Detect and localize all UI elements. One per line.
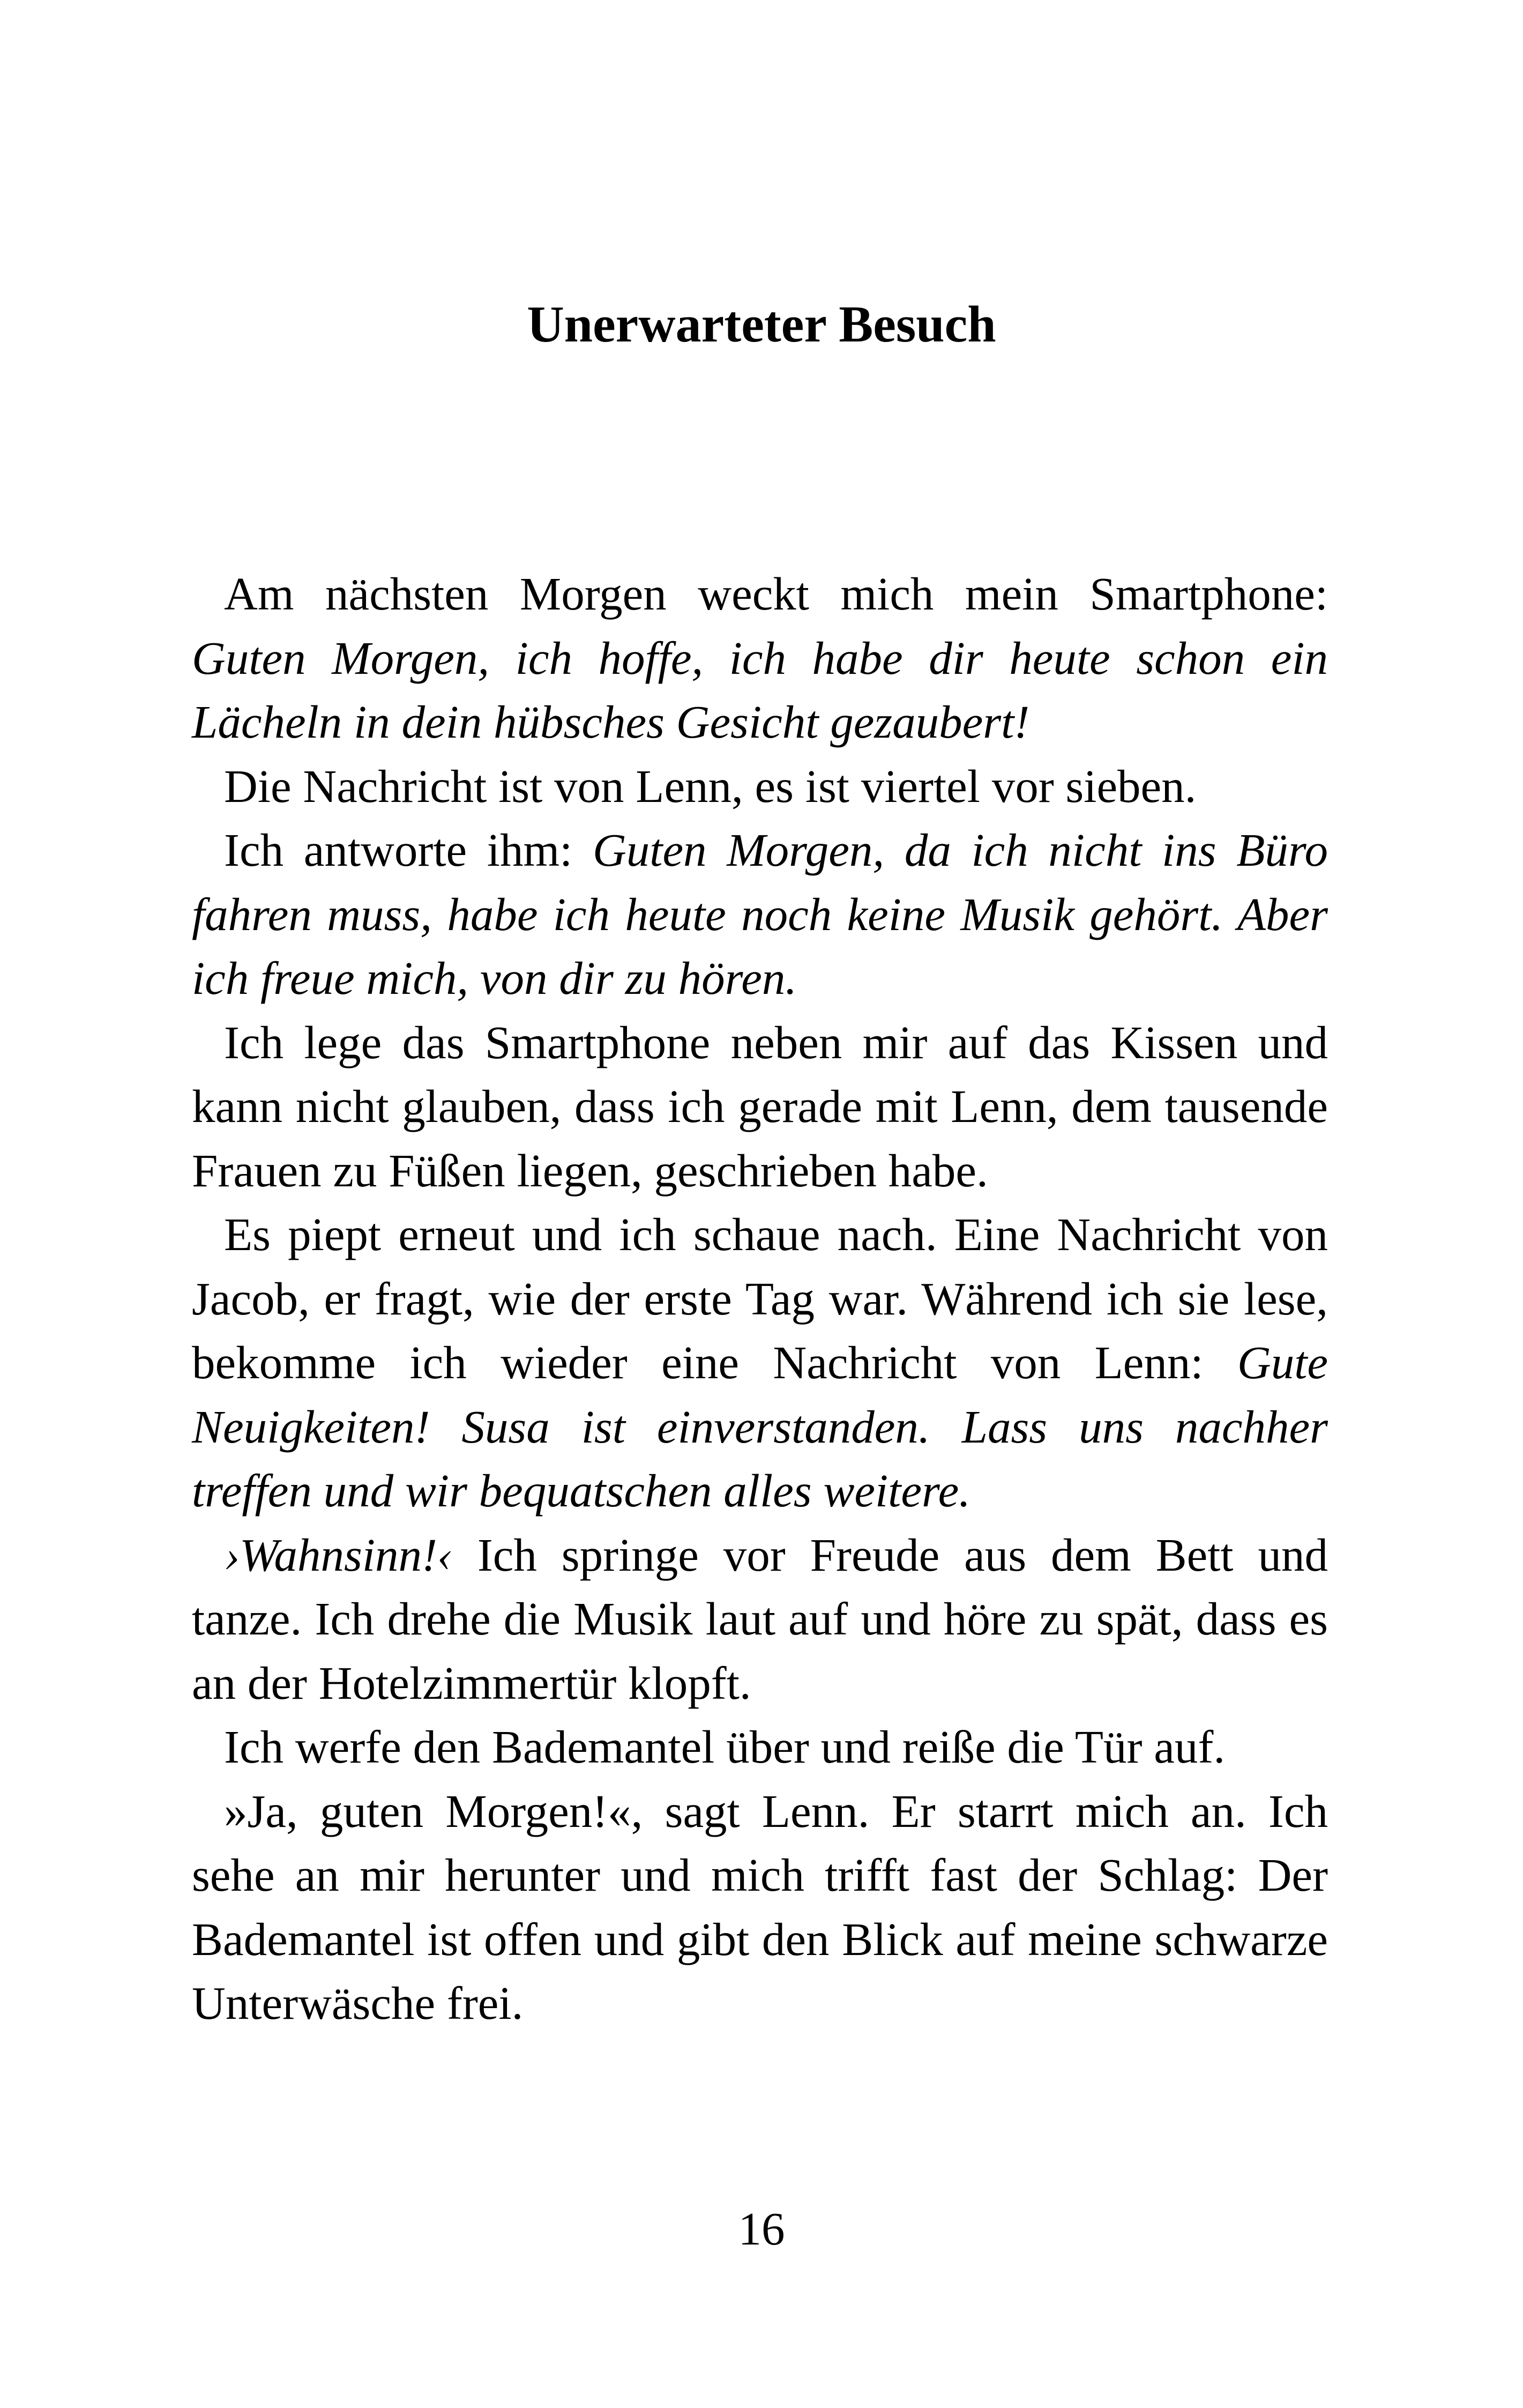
body-text: [192, 562, 1328, 2035]
page-number: 16: [738, 2203, 785, 2255]
chapter-title: Unerwarteter Besuch: [527, 295, 996, 353]
paragraph-text-italic: Guten Morgen, ich hoffe, ich habe dir heute schon ein Lächeln in dein hübsches Gesicht gezaubert!: [192, 631, 1328, 748]
paragraph: [192, 1523, 1328, 1715]
paragraph-text-italic: ›Wahnsinn!‹: [224, 1528, 453, 1581]
paragraph-text: »Ja, guten Morgen!«, sagt Lenn. Er starrt mich an. Ich sehe an mir herunter und mich trifft fast der Schlag: Der Bademantel ist offen und gibt den Blick auf meine schwarze Unterwäsche frei.: [192, 1785, 1328, 2029]
paragraph: [192, 1202, 1328, 1523]
paragraph-text: Ich springe vor Freude aus dem Bett und tanze. Ich drehe die Musik laut auf und höre zu spät, dass es an der Hotelzimmertür klopft.: [192, 1528, 1328, 1709]
paragraph-text: Am nächsten Morgen weckt mich mein Smartphone:: [224, 568, 1328, 620]
paragraph-text: Es piept erneut und ich schaue nach. Eine Nachricht von Jacob, er fragt, wie der erste Tag war. Während ich sie lese, bekomme ich wieder eine Nachricht von Lenn:: [192, 1208, 1328, 1388]
paragraph-text-italic: Gute Neuigkeiten! Susa ist einverstanden. Lass uns nachher treffen und wir bequatschen alles weitere.: [192, 1336, 1328, 1517]
paragraph: [192, 1779, 1328, 2035]
paragraph-text: Ich lege das Smartphone neben mir auf das Kissen und kann nicht glauben, dass ich gerade mit Lenn, dem tausende Frauen zu Füßen liegen, geschrieben habe.: [192, 1016, 1328, 1196]
paragraph: [192, 1010, 1328, 1203]
paragraph-text: Die Nachricht ist von Lenn, es ist viertel vor sieben.: [224, 760, 1197, 812]
paragraph-text: Ich werfe den Bademantel über und reiße die Tür auf.: [224, 1721, 1226, 1773]
paragraph: [192, 818, 1328, 1010]
paragraph: [192, 562, 1328, 754]
paragraph: [192, 754, 1328, 819]
paragraph-text-italic: Guten Morgen, da ich nicht ins Büro fahren muss, habe ich heute noch keine Musik gehört. Aber ich freue mich, von dir zu hören.: [192, 824, 1328, 1004]
paragraph-text: Ich antworte ihm:: [224, 824, 593, 876]
paragraph: [192, 1715, 1328, 1779]
